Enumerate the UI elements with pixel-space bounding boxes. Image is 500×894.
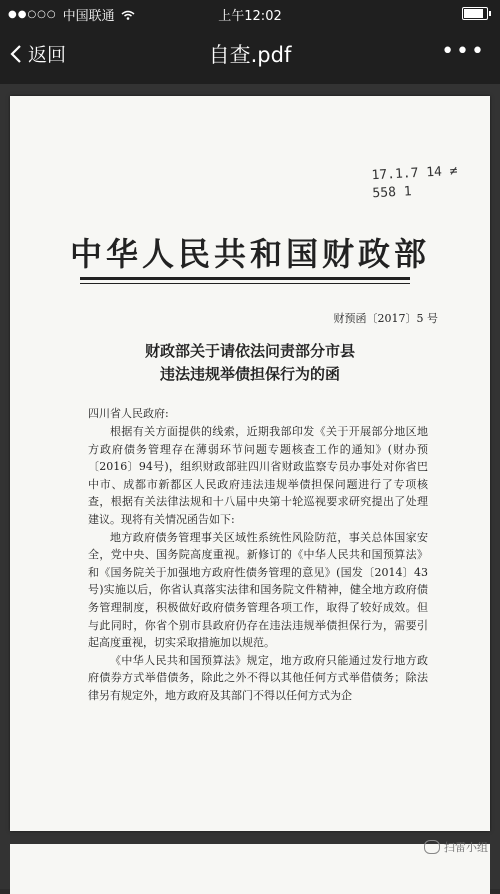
back-label: 返回	[28, 44, 67, 66]
clock: 上午12:02	[218, 9, 282, 24]
signal-strength-icon: ●●○○○	[8, 9, 57, 20]
pdf-viewer[interactable]	[0, 84, 500, 889]
wechat-icon	[424, 840, 440, 854]
navigation-bar	[0, 26, 500, 84]
document-title-line1: 财政部关于请依法问责部分市县	[144, 342, 355, 360]
more-options-button[interactable]: •••	[441, 39, 486, 64]
status-bar	[0, 0, 500, 26]
document-number: 财预函〔2017〕5 号	[333, 312, 438, 325]
masthead-rule	[80, 277, 410, 280]
paragraph: 《中华人民共和国预算法》规定，地方政府只能通过发行地方政府债券方式举借债务，除此之外不得以其他任何方式举借债务；除法律另有规定外，地方政府及其部门不得以任何方式为企	[88, 653, 428, 702]
document-title-line2: 违法违规举债担保行为的函	[159, 365, 340, 383]
pdf-page	[10, 96, 490, 831]
paragraph: 地方政府债务管理事关区域性系统性风险防范，事关总体国家安全，党中央、国务院高度重视。新修订的《中华人民共和国预算法》和《国务院关于加强地方政府性债务管理的意见》(国发〔2014〕43号)实施以后，你省认真落实法律和国务院文件精神，健全地方政府债务管理制度，积极做好政府债务管理各项工作，取得了较好成效。但与此同时，你省个别市县政府仍存在违法违规举债担保行为，需要引起高度重视，切实采取措施加以规范。	[88, 530, 428, 650]
pdf-next-page	[10, 844, 490, 894]
watermark-text: 扫雷小组	[444, 841, 488, 854]
masthead-rule-thin	[80, 283, 410, 284]
addressee: 四川省人民政府:	[88, 407, 169, 420]
handwritten-note: 17.1.7 14 ≠ 558 1	[371, 163, 458, 202]
document-body	[88, 423, 428, 705]
page-title: 自查.pdf	[208, 43, 292, 67]
masthead: 中华人民共和国财政部	[69, 235, 430, 273]
paragraph: 根据有关方面提供的线索，近期我部印发《关于开展部分地区地方政府债务管理存在薄弱环节问题专题核查工作的通知》(财办预〔2016〕94号)，组织财政部驻四川省财政监察专员办事处对你省巴中市、成都市新都区人民政府违法违规举债担保问题进行了专项核查，根据有关法律法规和十八届中央第十轮巡视要求研究提出了处理建议。现将有关情况函告如下:	[88, 425, 428, 526]
battery-fill	[464, 9, 483, 18]
battery-icon	[462, 7, 488, 20]
watermark	[424, 839, 488, 855]
carrier-name: 中国联通	[62, 9, 115, 24]
